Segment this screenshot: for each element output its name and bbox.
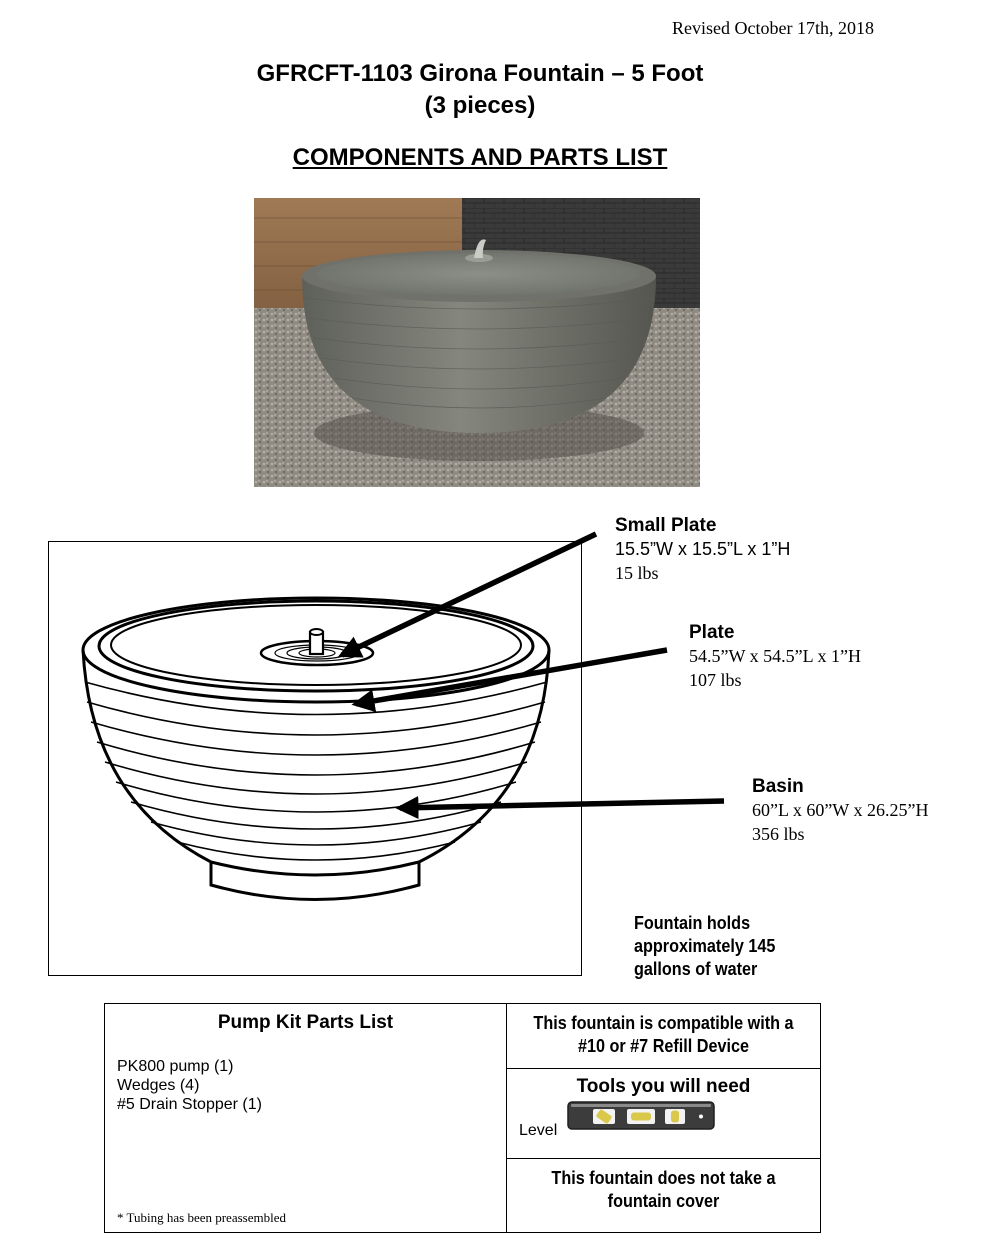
part-dimensions: 60”L x 60”W x 26.25”H bbox=[752, 800, 929, 820]
level-label: Level bbox=[519, 1122, 558, 1139]
part-name: Basin bbox=[752, 776, 804, 797]
part-name: Plate bbox=[689, 622, 735, 643]
tools-box bbox=[506, 1068, 821, 1159]
part-name: Small Plate bbox=[615, 515, 717, 536]
part-basin bbox=[752, 776, 928, 846]
page-title-pieces: (3 pieces) bbox=[424, 92, 536, 119]
fountain-diagram bbox=[48, 541, 582, 976]
list-item: PK800 pump (1) bbox=[117, 1058, 234, 1075]
revised-date: Revised October 17th, 2018 bbox=[672, 18, 874, 38]
page-title: GFRCFT-1103 Girona Fountain – 5 Foot bbox=[256, 60, 704, 87]
part-dimensions: 15.5”W x 15.5”L x 1”H bbox=[615, 539, 791, 559]
fountain-photo bbox=[254, 198, 700, 487]
part-weight: 107 lbs bbox=[689, 670, 742, 690]
compatibility-box: This fountain is compatible with a #10 or #7 Refill Device bbox=[506, 1003, 821, 1069]
part-weight: 356 lbs bbox=[752, 824, 805, 844]
tools-title: Tools you will need bbox=[576, 1076, 751, 1097]
capacity-note: Fountain holds approximately 145 gallons of water bbox=[634, 913, 776, 979]
part-dimensions: 54.5”W x 54.5”L x 1”H bbox=[689, 646, 861, 666]
spirit-level-icon bbox=[567, 1100, 717, 1132]
part-plate bbox=[689, 622, 861, 692]
tubing-note: * Tubing has been preassembled bbox=[117, 1210, 286, 1225]
pump-kit-box bbox=[104, 1003, 507, 1233]
pump-kit-list bbox=[117, 1057, 262, 1114]
part-weight: 15 lbs bbox=[615, 563, 659, 583]
pump-kit-title: Pump Kit Parts List bbox=[217, 1012, 394, 1033]
cover-box: This fountain does not take a fountain cover bbox=[506, 1158, 821, 1233]
section-heading: COMPONENTS AND PARTS LIST bbox=[292, 144, 668, 171]
list-item: Wedges (4) bbox=[117, 1077, 200, 1094]
part-small-plate bbox=[615, 515, 790, 585]
list-item: #5 Drain Stopper (1) bbox=[117, 1096, 262, 1113]
